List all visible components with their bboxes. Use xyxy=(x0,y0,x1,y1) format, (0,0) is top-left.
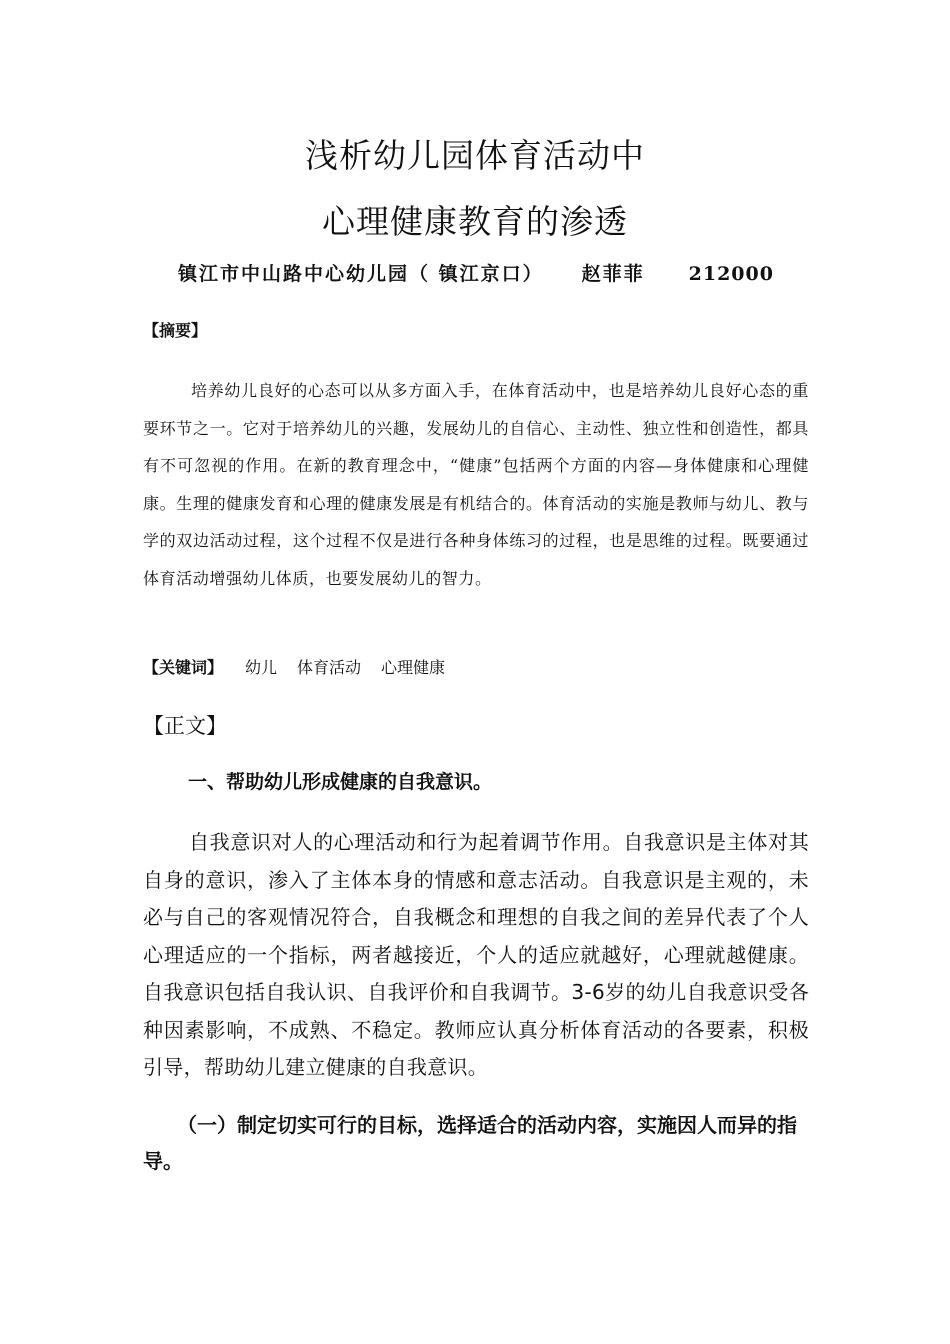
section-heading: 一、帮助幼儿形成健康的自我意识。 xyxy=(188,771,493,793)
keyword: 幼儿 xyxy=(245,658,278,677)
byline-organization: 镇江市中山路中心幼儿园（ 镇江京口） xyxy=(178,263,544,285)
abstract-text: 培养幼儿良好的心态可以从多方面入手，在体育活动中，也是培养幼儿良好心态的重要环节之一。它对于培养幼儿的兴趣，发展幼儿的自信心、主动性、独立性和创造性，都具有不可忽视的作用。在新的教育理念中，“健康”包括两个方面的内容—身体健康和心理健康。生理的健康发育和心理的健康发展是有机结合的。体育活动的实施是教师与幼儿、教与学的双边活动过程，这个过程不仅是进行各种身体练习的过程，也是思维的过程。既要通过体育活动增强幼儿体质，也要发展幼儿的智力。 xyxy=(143,381,809,588)
keywords xyxy=(143,655,465,678)
title-line-1: 浅析幼儿园体育活动中 xyxy=(305,136,645,175)
body-heading: 【正文】 xyxy=(143,714,227,738)
subsection-heading: （一）制定切实可行的目标，选择适合的活动内容，实施因人而异的指导。 xyxy=(143,1113,797,1173)
byline-author: 赵菲菲 xyxy=(581,263,645,285)
byline xyxy=(178,259,818,286)
keyword: 体育活动 xyxy=(297,658,362,677)
byline-postcode: 212000 xyxy=(688,263,774,285)
abstract-heading: 【摘要】 xyxy=(143,321,208,340)
section-paragraph: 自我意识对人的心理活动和行为起着调节作用。自我意识是主体对其自身的意识，渗入了主体本身的情感和意志活动。自我意识是主观的，未必与自己的客观情况符合，自我概念和理想的自我之间的差异代表了个人心理适应的一个指标，两者越接近，个人的适应就越好，心理就越健康。自我意识包括自我认识、自我评价和自我调节。3-6岁的幼儿自我意识受各种因素影响，不成熟、不稳定。教师应认真分析体育活动的各要素，积极引导，帮助幼儿建立健康的自我意识。 xyxy=(143,830,809,1079)
keywords-heading: 【关键词】 xyxy=(143,658,224,677)
title-line-2: 心理健康教育的渗透 xyxy=(322,202,628,241)
keyword: 心理健康 xyxy=(381,658,446,677)
